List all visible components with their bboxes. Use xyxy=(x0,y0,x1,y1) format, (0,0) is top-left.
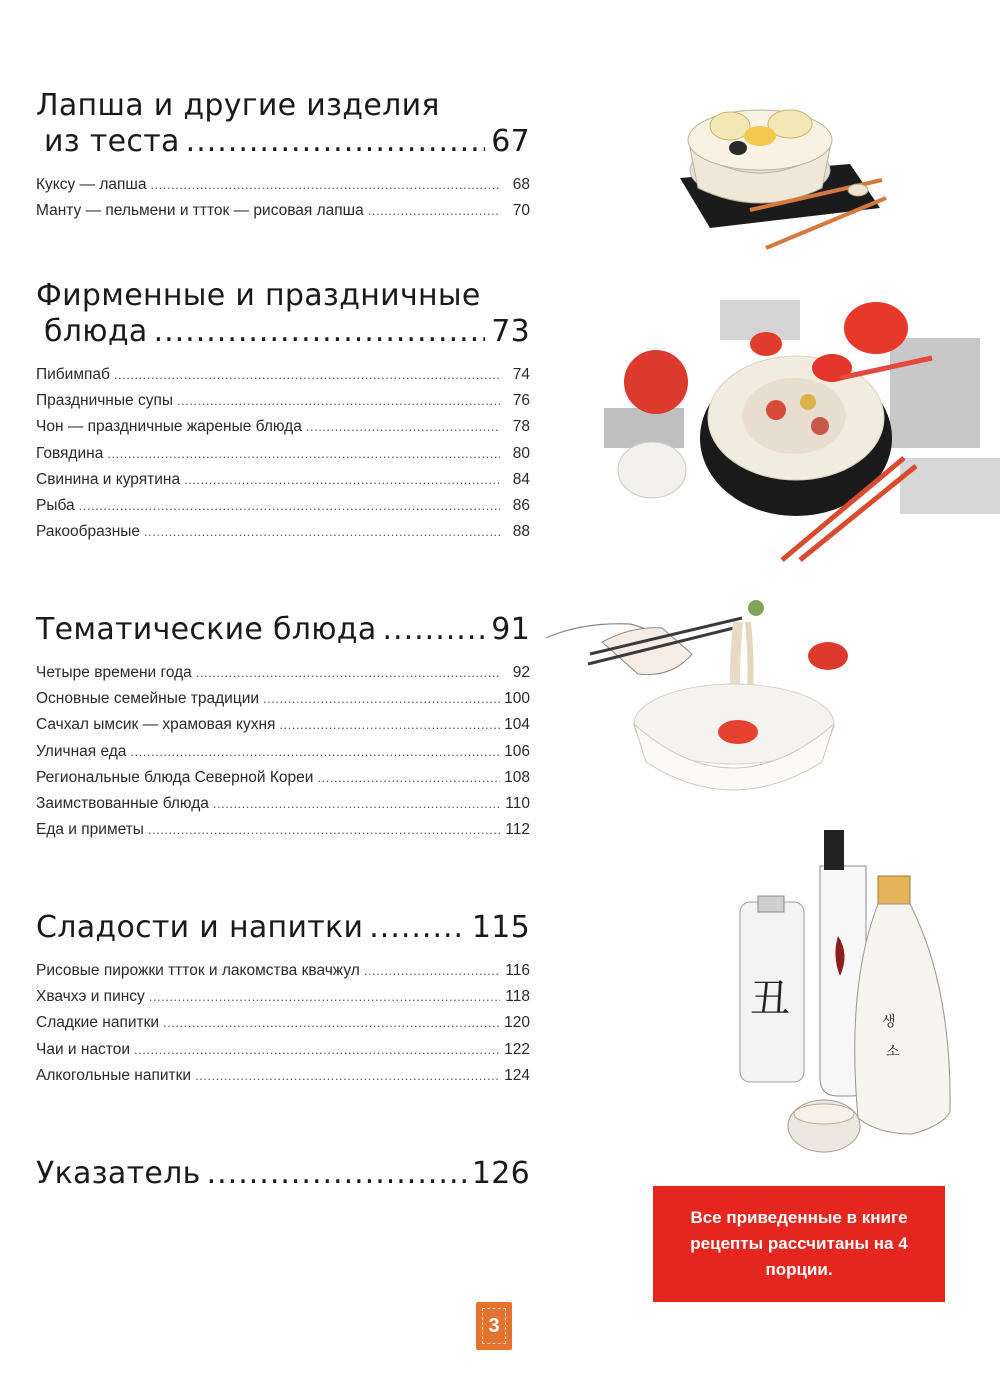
section-page-number: 91 xyxy=(491,612,530,647)
section-title[interactable] xyxy=(36,88,530,160)
section-page-number: 67 xyxy=(491,124,530,159)
toc-entry[interactable]: Ракообразные ..... 88 xyxy=(36,519,530,545)
toc-entry[interactable]: Сачхал ымсик — храмовая кухня ..... 104 xyxy=(36,712,530,738)
section-title-line: Лапша и другие изделия xyxy=(36,88,440,123)
section-title-line: Сладости и напитки xyxy=(36,910,364,945)
section-title-line: Фирменные и праздничные xyxy=(36,278,481,313)
toc-entry[interactable]: Манту — пельмени и ттток — рисовая лапша ..... 70 xyxy=(36,198,530,224)
toc-entry[interactable]: Чон — праздничные жареные блюда ..... 78 xyxy=(36,414,530,440)
toc-entry[interactable]: Четыре времени года ..... 92 xyxy=(36,660,530,686)
section-page-number: 126 xyxy=(471,1156,530,1191)
toc-entry[interactable]: Уличная еда ..... 106 xyxy=(36,739,530,765)
entry-list xyxy=(36,362,530,545)
festive-dishes-illustration xyxy=(600,298,1000,570)
toc-section-index xyxy=(36,1156,530,1192)
toc-entry[interactable]: Свинина и курятина ..... 84 xyxy=(36,467,530,493)
toc-entry[interactable]: Пибимпаб ..... 74 xyxy=(36,362,530,388)
section-title-line: Тематические блюда xyxy=(36,612,377,647)
drinks-bottles-illustration xyxy=(728,826,958,1166)
servings-notice xyxy=(653,1186,945,1302)
entry-list xyxy=(36,172,530,224)
page-number: 3 xyxy=(488,1314,500,1337)
svg-text:소: 소 xyxy=(886,1044,900,1060)
section-title-line: Указатель xyxy=(36,1156,201,1191)
toc-entry[interactable]: Заимствованные блюда ..... 110 xyxy=(36,791,530,817)
section-title[interactable] xyxy=(36,910,530,946)
toc-section-noodles xyxy=(36,88,530,224)
toc-entry[interactable]: Основные семейные традиции ..... 100 xyxy=(36,686,530,712)
toc-entry[interactable]: Праздничные супы ..... 76 xyxy=(36,388,530,414)
toc-entry[interactable]: Алкогольные напитки ..... 124 xyxy=(36,1063,530,1089)
svg-text:생: 생 xyxy=(882,1014,896,1030)
section-page-number: 115 xyxy=(471,910,530,945)
entry-list xyxy=(36,660,530,843)
noodle-bowl-illustration xyxy=(650,78,890,270)
toc-section-sweets xyxy=(36,910,530,1089)
section-title[interactable] xyxy=(36,1156,530,1192)
toc-entry[interactable]: Региональные блюда Северной Кореи ..... 108 xyxy=(36,765,530,791)
section-title[interactable] xyxy=(36,612,530,648)
section-page-number: 73 xyxy=(491,314,530,349)
notice-text: Все приведенные в книге рецепты рассчитаны на 4 порции. xyxy=(690,1208,908,1279)
section-title-line: из теста xyxy=(44,124,180,159)
page-number-badge xyxy=(476,1302,512,1350)
toc-entry[interactable]: Говядина ..... 80 xyxy=(36,441,530,467)
section-title-line: блюда xyxy=(44,314,148,349)
section-title[interactable] xyxy=(36,278,530,350)
toc-section-festive xyxy=(36,278,530,545)
entry-list xyxy=(36,958,530,1089)
toc-entry[interactable]: Сладкие напитки ..... 120 xyxy=(36,1010,530,1036)
svg-text:丑: 丑 xyxy=(750,976,790,1022)
cold-noodles-illustration xyxy=(542,582,872,820)
toc-entry[interactable]: Рисовые пирожки ттток и лакомства квачжул ..... 116 xyxy=(36,958,530,984)
toc-entry[interactable]: Куксу — лапша ..... 68 xyxy=(36,172,530,198)
toc-entry[interactable]: Рыба ..... 86 xyxy=(36,493,530,519)
toc-entry[interactable]: Еда и приметы ..... 112 xyxy=(36,817,530,843)
toc-entry[interactable]: Хвачхэ и пинсу ..... 118 xyxy=(36,984,530,1010)
toc-section-thematic xyxy=(36,612,530,843)
toc-entry[interactable]: Чаи и настои ..... 122 xyxy=(36,1037,530,1063)
